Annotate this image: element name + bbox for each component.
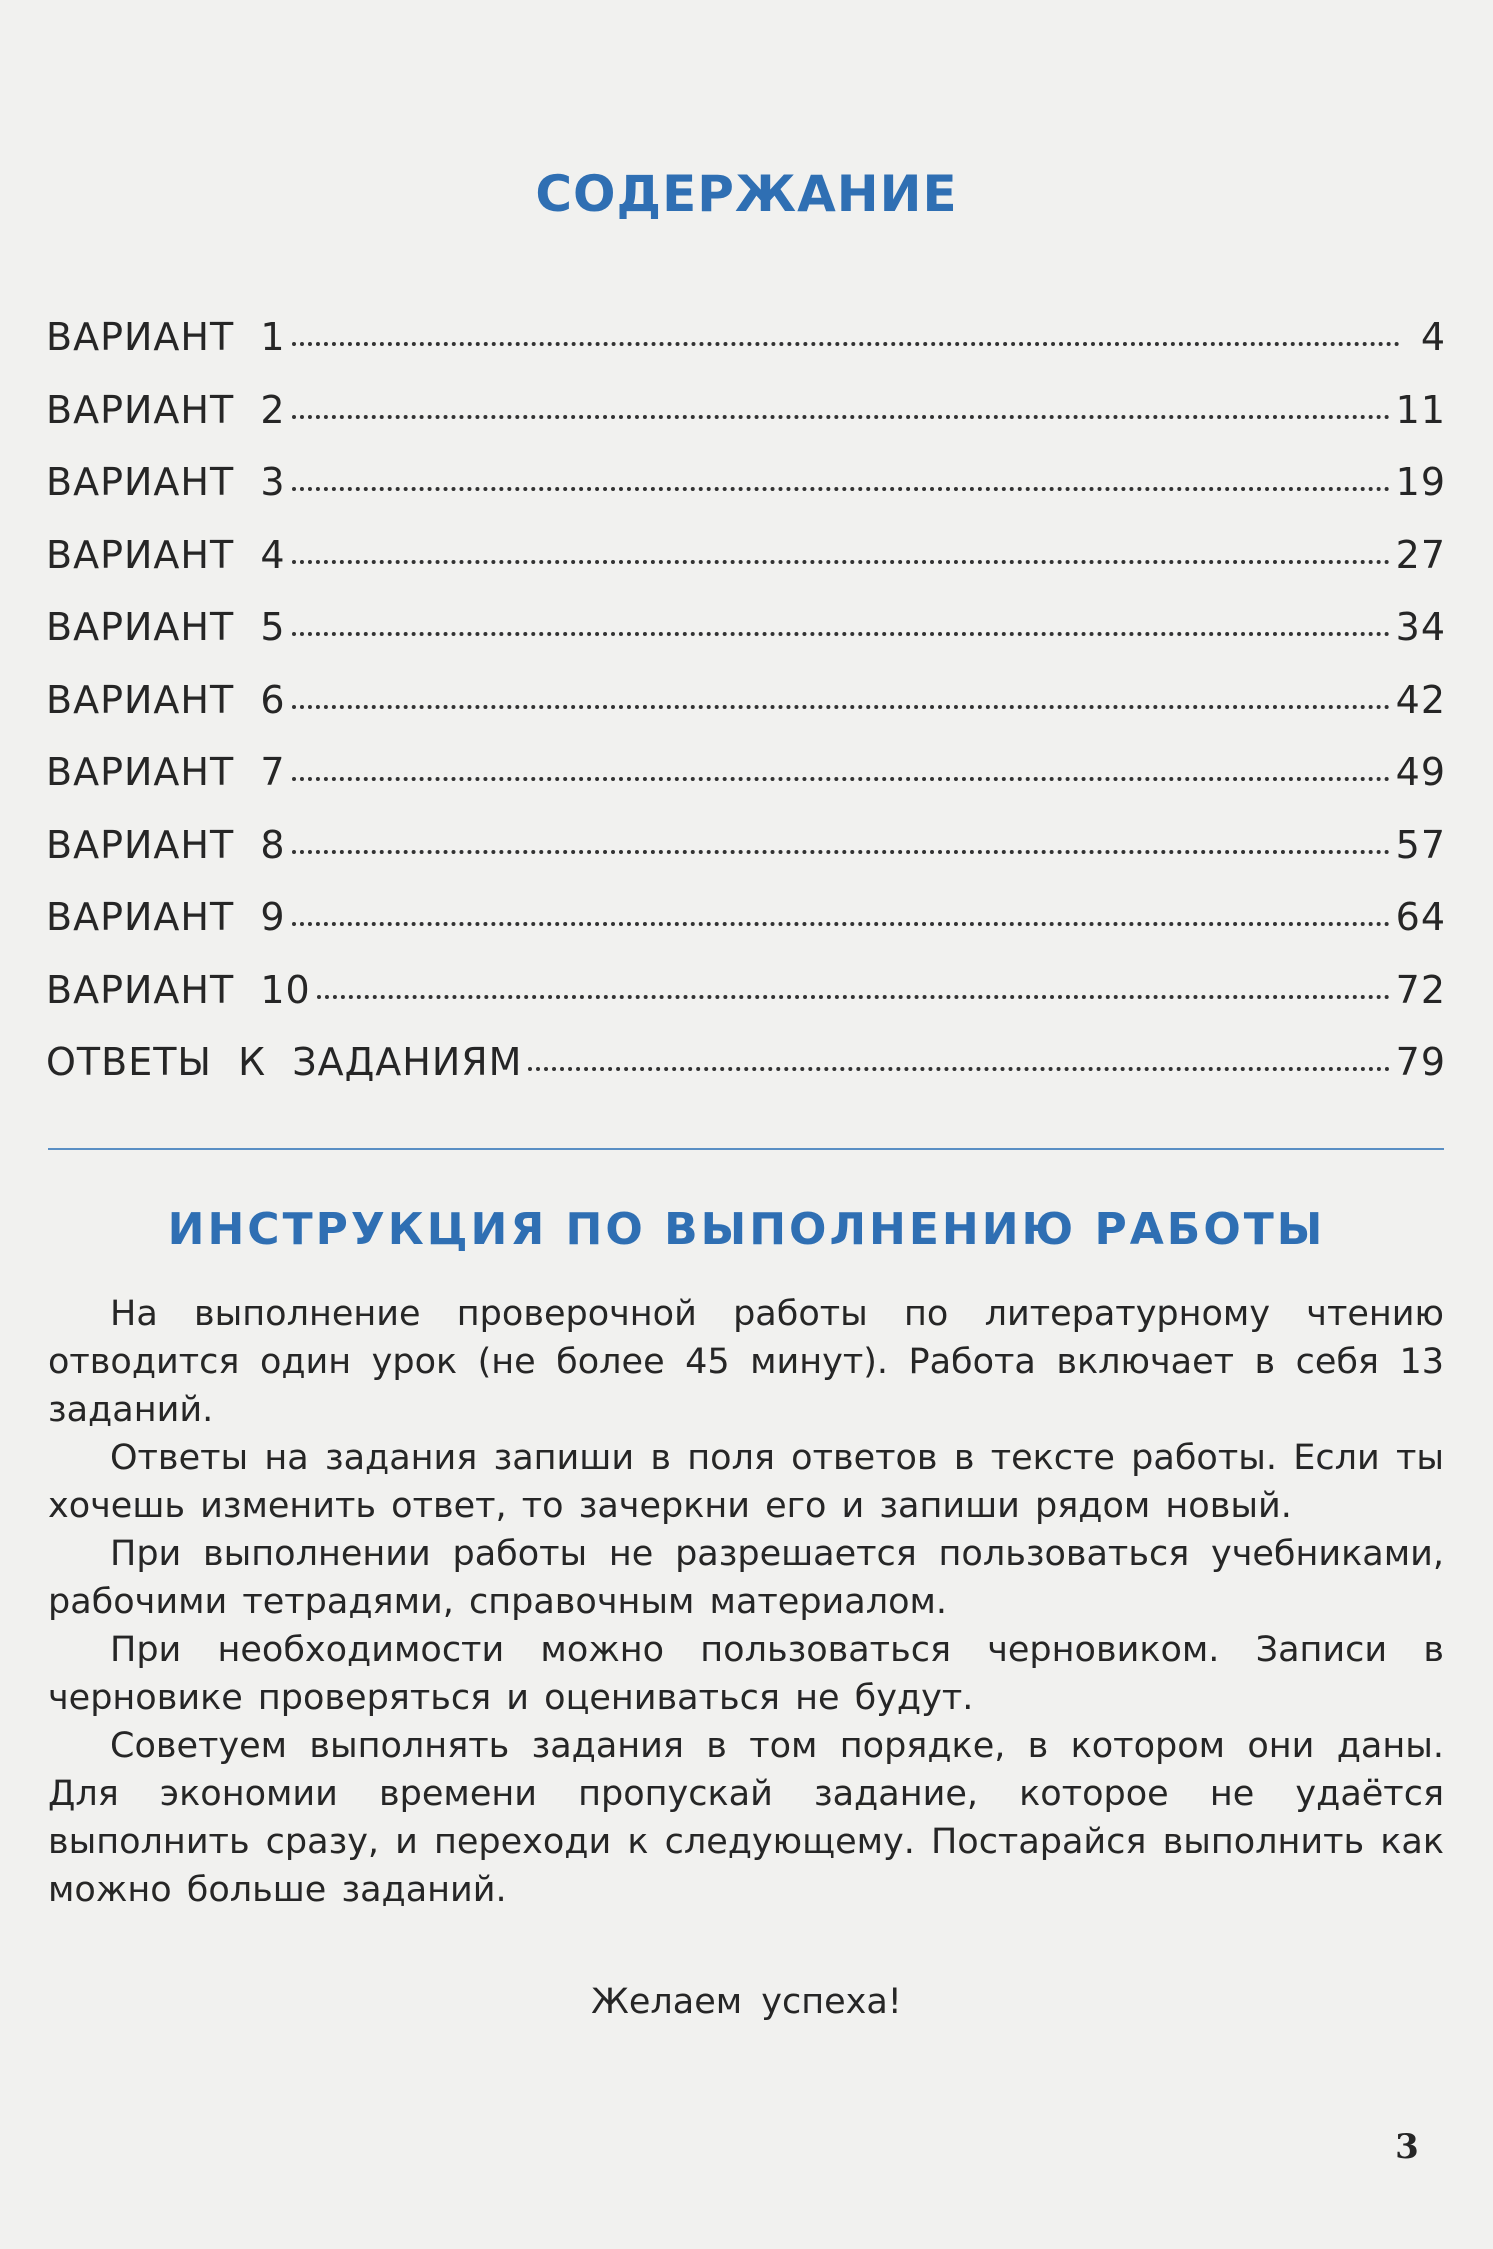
instructions-paragraph: Советуем выполнять задания в том порядке, в котором они даны. Для экономии времени пропускай задание, которое не удаётся выполнить сразу, и переходи к следующему. Постарайся выполнить как можно больше заданий. [48,1726,1444,1910]
toc-entry-page: 19 [1395,460,1446,504]
toc-leader-dots [292,632,1390,636]
toc-leader-dots [292,705,1390,709]
toc-entry-label: ВАРИАНТ 6 [46,677,286,722]
contents-title: СОДЕРЖАНИЕ [535,165,958,223]
toc-entry-page: 79 [1395,1040,1446,1084]
toc-leader-dots [292,560,1390,564]
toc-entry-label: ОТВЕТЫ К ЗАДАНИЯМ [46,1040,523,1084]
toc-entry-label: ВАРИАНТ 8 [46,822,286,867]
toc-entry-label: ВАРИАНТ 9 [46,895,286,939]
toc-entry-label: ВАРИАНТ 1 [46,315,286,359]
page-number: 3 [1395,2127,1419,2167]
instructions-paragraph: Ответы на задания запиши в поля ответов в тексте работы. Если ты хочешь изменить ответ, то зачеркни его и запиши рядом новый. [48,1438,1444,1526]
toc-entry-label: ВАРИАНТ 3 [46,460,286,504]
closing-wish: Желаем успеха! [591,1982,902,2022]
toc-entry[interactable] [46,388,1446,461]
toc-entry[interactable] [46,678,1446,751]
toc-entry-page: 64 [1395,895,1446,939]
toc-leader-dots [317,995,1390,999]
toc-entry[interactable] [46,1040,1446,1113]
toc-entry-label: ВАРИАНТ 10 [46,967,311,1012]
toc-leader-dots [292,922,1390,926]
toc-entry[interactable] [46,315,1446,388]
toc-entry[interactable] [46,605,1446,678]
toc-entry[interactable] [46,823,1446,896]
instructions-paragraph: На выполнение проверочной работы по литературному чтению отводится один урок (не более 45 минут). Работа включает в себя 13 заданий. [48,1294,1444,1430]
instructions-body [48,1290,1444,1914]
toc-leader-dots [292,777,1390,781]
toc-leader-dots [292,850,1390,854]
toc-entry-label: ВАРИАНТ 4 [46,532,286,577]
toc-entry-page: 49 [1395,750,1446,794]
toc-entry-label: ВАРИАНТ 7 [46,750,286,794]
toc-entry-page: 72 [1395,967,1446,1012]
toc-entry-page: 4 [1420,315,1446,359]
contents-list [46,315,1446,1113]
toc-entry-page: 42 [1395,677,1446,722]
instructions-paragraph: При необходимости можно пользоваться черновиком. Записи в черновике проверяться и оцениваться не будут. [48,1630,1444,1718]
toc-entry[interactable] [46,895,1446,968]
toc-entry[interactable] [46,750,1446,823]
section-divider [48,1148,1444,1150]
toc-entry[interactable] [46,533,1446,606]
toc-entry-page: 57 [1395,822,1446,867]
toc-entry-page: 34 [1395,605,1446,649]
toc-entry[interactable] [46,460,1446,533]
toc-entry-label: ВАРИАНТ 2 [46,387,286,432]
toc-entry-page: 27 [1395,532,1446,577]
toc-entry-label: ВАРИАНТ 5 [46,605,286,649]
toc-entry[interactable] [46,968,1446,1041]
toc-leader-dots [292,487,1390,491]
toc-entry-page: 11 [1395,387,1446,432]
instructions-paragraph: При выполнении работы не разрешается пользоваться учебниками, рабочими тетрадями, справочным материалом. [48,1534,1444,1622]
toc-leader-dots [292,415,1390,419]
instructions-title: ИНСТРУКЦИЯ ПО ВЫПОЛНЕНИЮ РАБОТЫ [167,1204,1326,1255]
toc-leader-dots [292,342,1400,346]
toc-leader-dots [528,1067,1389,1071]
